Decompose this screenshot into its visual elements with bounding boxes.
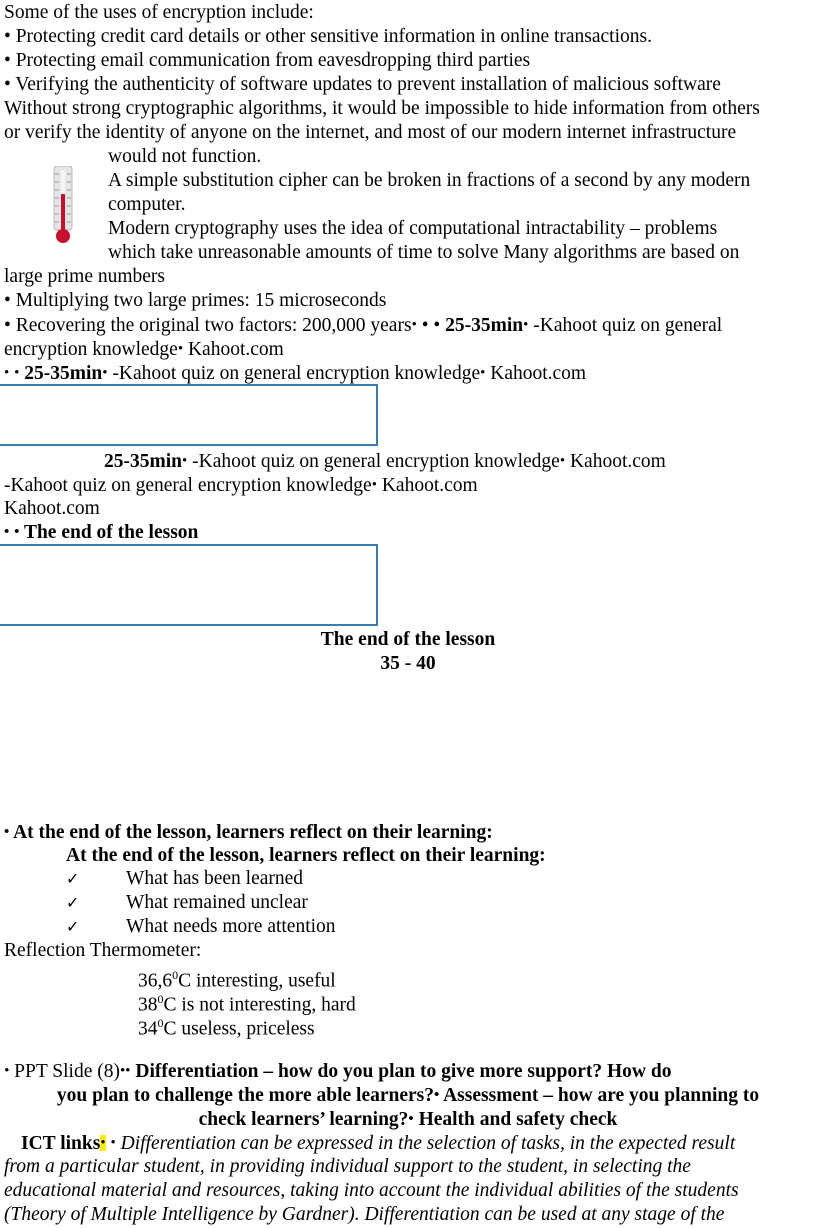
slide-line — [0, 1083, 816, 1108]
checklist-item — [66, 915, 336, 940]
intro-heading: Some of the uses of encryption include: — [4, 2, 314, 23]
fact-text: • Recovering the original two factors: 200,000 years — [4, 315, 412, 336]
end-label: The end of the lesson — [23, 522, 199, 543]
differentiation-text: you plan to challenge the more able learners? — [56, 1085, 435, 1106]
reflection-heading: At the end of the lesson, learners reflect on their learning: — [13, 822, 493, 843]
time-range: 35 - 40 — [380, 653, 436, 674]
paragraph-line: computer. — [108, 194, 186, 215]
time-label: 25-35min — [445, 315, 524, 336]
end-title: The end of the lesson — [320, 629, 496, 650]
paragraph-line: or verify the identity of anyone on the internet, and most of our modern internet infrastructure — [4, 122, 737, 143]
fact-item: • Multiplying two large primes: 15 microseconds — [4, 290, 387, 311]
task-line — [4, 361, 586, 386]
paragraph-line: would not function. — [108, 146, 262, 167]
bullet: • — [523, 317, 529, 333]
use-item: • Verifying the authenticity of software updates to prevent installation of malicious software — [4, 74, 721, 95]
reflection-heading-bullet — [4, 820, 493, 845]
checkmark-icon: ✓ — [66, 919, 80, 936]
temp-value: 36,6 — [138, 970, 173, 992]
assessment-text: Assessment – how are you planning to — [439, 1085, 760, 1106]
bullet: • — [4, 1063, 10, 1079]
time-label: 25-35min — [24, 363, 103, 384]
degree-sup: 0 — [157, 992, 164, 1006]
checklist-text: What has been learned — [126, 868, 304, 889]
health-text: Health and safety check — [413, 1109, 618, 1130]
paragraph-line: A simple substitution cipher can be broken in fractions of a second by any modern — [108, 170, 751, 191]
task-text: -Kahoot quiz on general — [528, 315, 723, 336]
bullet: • — [177, 341, 184, 357]
bullet: • — [4, 365, 10, 381]
bullet: • — [125, 1063, 131, 1079]
time-label: 25-35min — [104, 451, 182, 472]
ict-label: ICT links — [21, 1133, 101, 1154]
checklist-item — [66, 867, 303, 892]
slide-line — [0, 1107, 816, 1132]
site-text: Kahoot.com — [183, 339, 284, 360]
checkmark-icon: ✓ — [66, 871, 80, 888]
differentiation-text: Differentiation – how do you plan to give more support? How do — [130, 1061, 672, 1082]
task-text: -Kahoot quiz on general encryption knowledge — [4, 475, 372, 496]
bullet: • — [434, 1087, 440, 1103]
task-line — [4, 337, 284, 362]
temp-value: 38 — [138, 994, 158, 1016]
ict-line — [21, 1131, 735, 1156]
assessment-text: check learners’ learning? — [198, 1109, 409, 1130]
end-line — [4, 520, 198, 545]
temp-text: C useless, priceless — [163, 1018, 315, 1040]
slide-line — [4, 1059, 671, 1084]
fact-item-line — [4, 313, 722, 338]
ppt-label: PPT Slide (8) — [14, 1061, 120, 1082]
bullet: • — [102, 365, 108, 381]
degree-sup: 0 — [157, 1016, 164, 1030]
paragraph-line: large prime numbers — [4, 266, 166, 287]
bullet: • — [119, 1063, 126, 1079]
differentiation-paragraph: from a particular student, in providing individual support to the student, in selecting the — [4, 1156, 691, 1177]
bullet: • — [559, 453, 566, 469]
checklist-text: What needs more attention — [126, 916, 336, 937]
thermometer-icon — [48, 166, 78, 244]
differentiation-paragraph: Differentiation can be expressed in the selection of tasks, in the expected result — [120, 1133, 736, 1154]
task-line — [104, 449, 666, 474]
paragraph-line: Without strong cryptographic algorithms, it would be impossible to hide information from others — [4, 98, 760, 119]
site-text: Kahoot.com — [565, 451, 666, 472]
paragraph-line: Modern cryptography uses the idea of computational intractability – problems — [108, 218, 718, 239]
bullet: • — [421, 315, 429, 336]
bullet: • — [14, 365, 20, 381]
thermometer-label: Reflection Thermometer: — [4, 940, 202, 961]
site-text: Kahoot.com — [376, 475, 478, 496]
bullet: • — [433, 315, 441, 336]
bullet: • — [411, 317, 417, 333]
task-text: encryption knowledge — [4, 339, 178, 360]
differentiation-paragraph: (Theory of Multiple Intelligence by Gardner). Differentiation can be used at any stage of the — [4, 1204, 725, 1225]
site-text: Kahoot.com — [485, 363, 587, 384]
bullet: • — [480, 365, 486, 381]
degree-sup: 0 — [172, 968, 179, 982]
text-box-frame — [0, 384, 378, 446]
checklist-item — [66, 891, 308, 916]
differentiation-paragraph: educational material and resources, taking into account the individual abilities of the students — [4, 1180, 739, 1201]
bullet: • — [110, 1135, 116, 1151]
task-text: -Kahoot quiz on general encryption knowledge — [107, 363, 481, 384]
text-box-frame — [0, 544, 378, 626]
bullet: • — [408, 1111, 414, 1127]
temp-text: C interesting, useful — [178, 970, 336, 992]
paragraph-line: which take unreasonable amounts of time to solve Many algorithms are based on — [108, 242, 740, 263]
bullet: • — [14, 524, 20, 540]
site-line: Kahoot.com — [4, 498, 100, 519]
temp-text: C is not interesting, hard — [163, 994, 356, 1016]
bullet: • — [371, 477, 377, 493]
task-line — [4, 473, 478, 498]
highlighted-bullet: • — [100, 1135, 106, 1151]
bullet: • — [4, 524, 10, 540]
temperature-item — [138, 1011, 315, 1042]
reflection-heading: At the end of the lesson, learners reflect on their learning: — [66, 845, 546, 866]
bullet: • — [182, 453, 188, 469]
checklist-text: What remained unclear — [126, 892, 308, 913]
checkmark-icon: ✓ — [66, 895, 80, 912]
task-text: -Kahoot quiz on general encryption knowledge — [187, 451, 560, 472]
bullet: • — [4, 824, 10, 840]
temp-value: 34 — [138, 1018, 158, 1040]
use-item: • Protecting email communication from eavesdropping third parties — [4, 50, 531, 71]
use-item: • Protecting credit card details or other sensitive information in online transactions. — [4, 26, 652, 47]
